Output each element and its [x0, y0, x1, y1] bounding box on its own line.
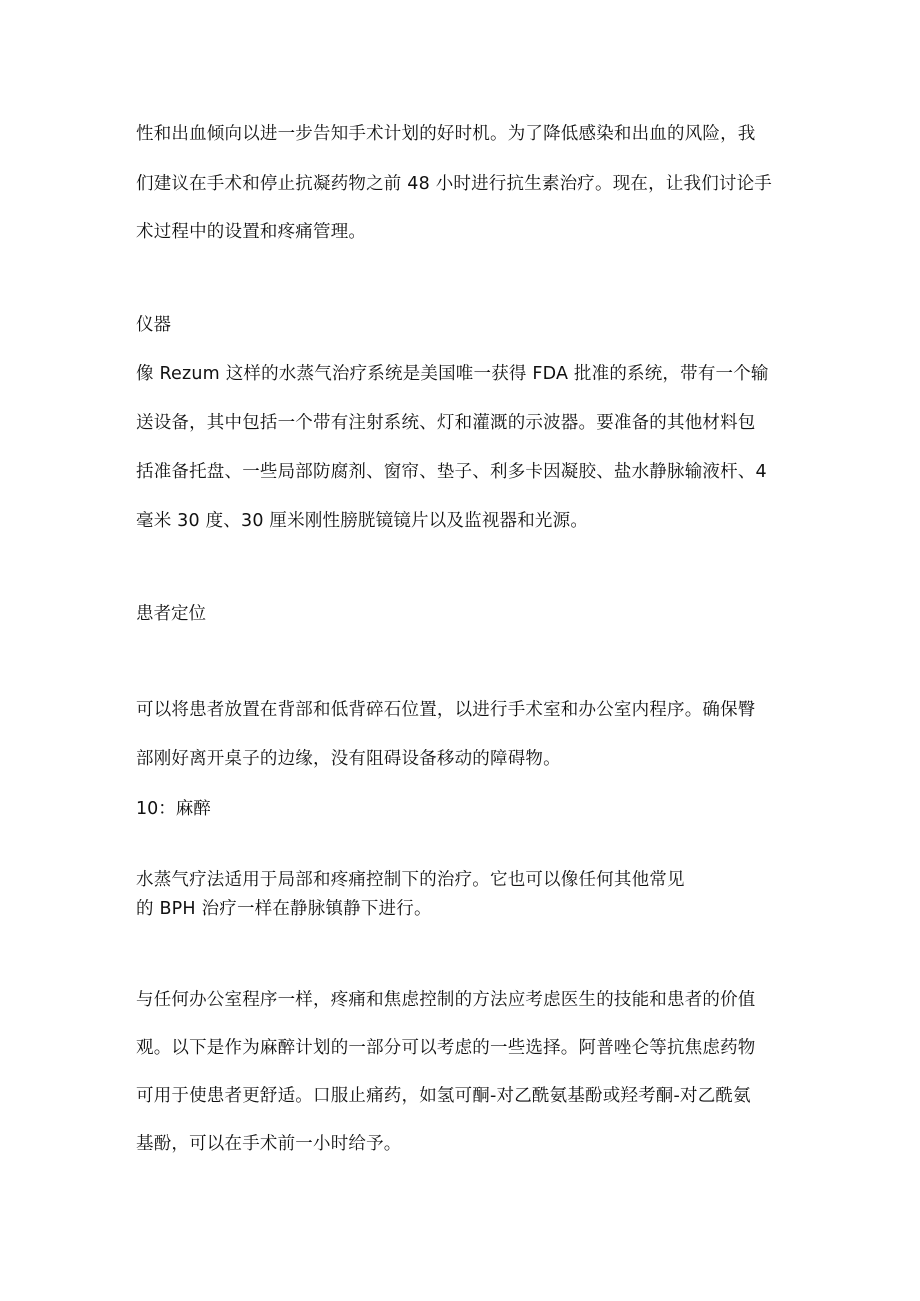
- paragraph-line: 可用于使患者更舒适。口服止痛药，如氢可酮-对乙酰氨基酚或羟考酮-对乙酰氨: [136, 1086, 751, 1106]
- paragraph-line: 基酚，可以在手术前一小时给予。: [136, 1134, 402, 1154]
- paragraph-line: 部刚好离开桌子的边缘，没有阻碍设备移动的障碍物。: [136, 749, 561, 769]
- section-heading-anesthesia: 10：麻醉: [136, 799, 211, 819]
- paragraph-line: 术过程中的设置和疼痛管理。: [136, 222, 367, 242]
- paragraph-line: 观。以下是作为麻醉计划的一部分可以考虑的一些选择。阿普唑仑等抗焦虑药物: [136, 1038, 756, 1058]
- paragraph-line: 可以将患者放置在背部和低背碎石位置，以进行手术室和办公室内程序。确保臀: [136, 700, 756, 720]
- paragraph-line: 括准备托盘、一些局部防腐剂、窗帘、垫子、利多卡因凝胶、盐水静脉输液杆、4: [136, 462, 767, 482]
- paragraph-line: 性和出血倾向以进一步告知手术计划的好时机。为了降低感染和出血的风险，我: [136, 124, 756, 144]
- paragraph-line: 的 BPH 治疗一样在静脉镇静下进行。: [136, 899, 432, 919]
- paragraph-line: 毫米 30 度、30 厘米刚性膀胱镜镜片以及监视器和光源。: [136, 511, 589, 531]
- paragraph-line: 送设备，其中包括一个带有注射系统、灯和灌溉的示波器。要准备的其他材料包: [136, 413, 756, 433]
- paragraph-line: 们建议在手术和停止抗凝药物之前 48 小时进行抗生素治疗。现在，让我们讨论手: [136, 174, 772, 194]
- paragraph-line: 像 Rezum 这样的水蒸气治疗系统是美国唯一获得 FDA 批准的系统，带有一个输: [136, 364, 769, 384]
- section-heading-instruments: 仪器: [136, 315, 171, 335]
- paragraph-line: 水蒸气疗法适用于局部和疼痛控制下的治疗。它也可以像任何其他常见: [136, 870, 685, 890]
- section-heading-positioning: 患者定位: [136, 604, 206, 624]
- paragraph-line: 与任何办公室程序一样，疼痛和焦虑控制的方法应考虑医生的技能和患者的价值: [136, 990, 756, 1010]
